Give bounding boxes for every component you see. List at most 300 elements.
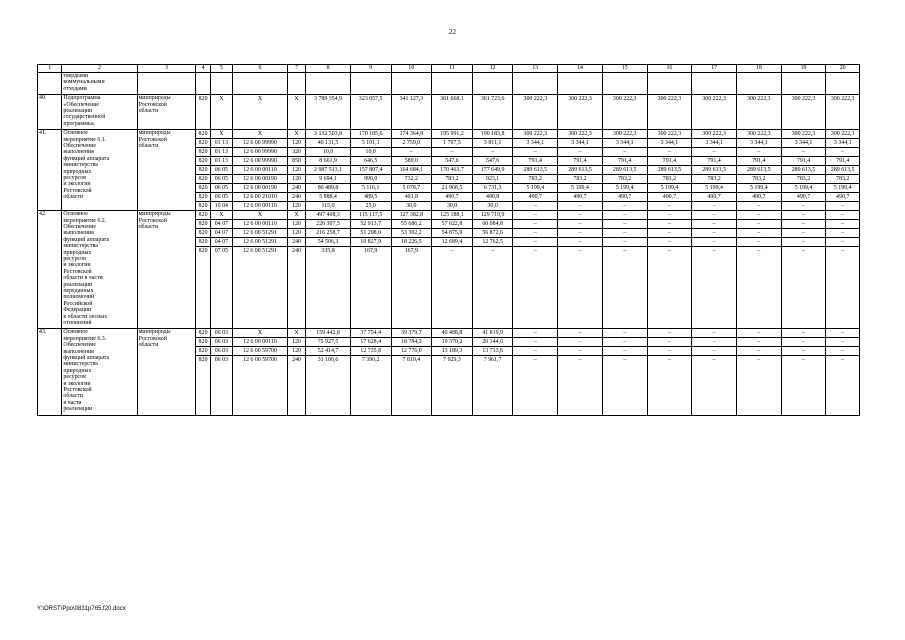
table-cell: –	[558, 147, 602, 156]
table-cell: 300 222,3	[791, 96, 816, 103]
column-5-values	[210, 95, 232, 130]
column-header-10: 10	[391, 65, 432, 73]
table-cell: –	[558, 219, 602, 228]
table-cell: –	[712, 212, 716, 219]
table-cell: –	[603, 337, 647, 346]
program-name: Подпрограмма «Обеспечение реализации государственной программы»	[62, 95, 137, 130]
table-cell: 40 131,5	[306, 138, 350, 147]
program-name: Основное мероприятие 6.2. Обеспечение выполнения функций аппарата министерства природных ресурсов и экологии Ростовской области в части реализации переданных полномочий Российской Федерации в области лесных отношений	[62, 211, 137, 329]
table-cell: 20 144,6	[473, 337, 513, 346]
table-cell: 820	[196, 355, 209, 364]
table-cell: 2 987 513,1	[306, 165, 350, 174]
table-cell: 289 613,5	[826, 165, 859, 174]
table-cell: 10,0	[306, 147, 350, 156]
table-cell: –	[826, 355, 859, 364]
table-cell: –	[558, 355, 602, 364]
program-name: Основное мероприятие 6.1. Обеспечение выполнения функций аппарата министерства природных ресурсов и экологии Ростовской области	[62, 130, 137, 211]
table-cell: 3 344,1	[513, 138, 557, 147]
table-cell: –	[826, 237, 859, 246]
column-11-values	[432, 329, 473, 415]
column-20-values	[826, 211, 860, 329]
table-cell: 3 344,1	[737, 138, 781, 147]
table-cell: 490,7	[603, 192, 647, 201]
table-cell: 06 05	[211, 174, 232, 183]
table-cell: 6 731,3	[473, 183, 513, 192]
table-cell: 30,0	[432, 201, 472, 210]
column-7-values	[287, 130, 305, 211]
column-header-15: 15	[602, 65, 647, 73]
table-cell: –	[603, 246, 647, 255]
table-cell: 52 414,7	[306, 346, 350, 355]
responsible-executor	[137, 73, 196, 95]
table-cell: 12 6 00 99990	[233, 147, 287, 156]
column-header-3: 3	[137, 65, 196, 73]
table-cell: 12 776,0	[392, 346, 432, 355]
table-cell: 240	[288, 192, 305, 201]
column-11-values	[432, 211, 473, 329]
column-19-values	[781, 211, 826, 329]
table-cell: 240	[288, 355, 305, 364]
table-cell: –	[667, 330, 671, 337]
column-header-8: 8	[306, 65, 351, 73]
table-cell: 300 222,3	[523, 96, 548, 103]
table-cell: 120	[288, 337, 305, 346]
table-cell: 497 408,3	[316, 212, 340, 219]
column-14-values	[558, 329, 603, 415]
table-cell: 31 100,6	[306, 355, 350, 364]
table-cell: –	[648, 346, 692, 355]
table-cell: 289 613,5	[648, 165, 692, 174]
table-cell: 490,7	[558, 192, 602, 201]
table-cell: 120	[288, 165, 305, 174]
table-cell: 12 6 00 00110	[233, 201, 287, 210]
table-cell: 5 888,4	[306, 192, 350, 201]
table-cell: 300 222,3	[568, 131, 592, 138]
table-cell: 120	[288, 228, 305, 237]
column-18-values	[736, 211, 781, 329]
table-cell: 5 199,4	[648, 183, 692, 192]
table-cell: –	[513, 237, 557, 246]
table-cell: 52 913,7	[351, 219, 391, 228]
column-10-values	[391, 329, 432, 415]
table-cell: –	[473, 147, 513, 156]
table-cell: 490,7	[432, 192, 472, 201]
column-14-values	[558, 211, 603, 329]
column-13-values	[513, 95, 558, 130]
column-9-values	[350, 329, 391, 415]
table-cell: 51 208,0	[351, 228, 391, 237]
table-cell: 300 222,3	[612, 96, 637, 103]
column-11-values	[432, 95, 473, 130]
table-cell: 361 668,1	[440, 96, 464, 103]
column-8-values	[306, 95, 351, 130]
table-cell: 10,0	[351, 147, 391, 156]
table-cell: 490,7	[648, 192, 692, 201]
table-cell: 783,2	[603, 174, 647, 183]
column-header-7: 7	[287, 65, 305, 73]
table-cell: 120	[288, 201, 305, 210]
table-cell: 923,1	[473, 174, 513, 183]
table-cell: –	[513, 246, 557, 255]
table-body	[38, 65, 860, 416]
column-9-values	[350, 95, 391, 130]
table-cell: X	[294, 212, 299, 219]
table-cell: 820	[198, 212, 208, 219]
table-cell: 195 991,2	[440, 131, 464, 138]
column-6-values	[233, 329, 288, 415]
table-cell: 04 07	[211, 219, 232, 228]
table-cell: X	[257, 131, 263, 138]
table-cell: 120	[288, 219, 305, 228]
column-15-values	[602, 73, 647, 95]
table-cell: –	[841, 212, 845, 219]
table-cell: 783,2	[558, 174, 602, 183]
table-cell: 783,2	[826, 174, 859, 183]
column-11-values	[432, 73, 473, 95]
table-cell: –	[692, 237, 736, 246]
column-8-values	[306, 130, 351, 211]
column-10-values	[391, 73, 432, 95]
table-cell: 170 463,7	[432, 165, 472, 174]
table-cell: –	[648, 201, 692, 210]
column-12-values	[472, 329, 513, 415]
table-cell: –	[782, 237, 826, 246]
column-7-values	[287, 211, 305, 329]
table-cell: 80 489,8	[306, 183, 350, 192]
table-cell: 12 6 00 51291	[233, 228, 287, 237]
table-cell: 323 057,5	[358, 96, 383, 103]
table-cell: –	[533, 212, 537, 219]
table-cell: 341 127,3	[399, 96, 424, 103]
table-cell: –	[558, 246, 602, 255]
table-cell: 820	[198, 96, 208, 103]
table-cell: –	[558, 201, 602, 210]
table-cell: 791,4	[782, 156, 826, 165]
table-cell: –	[623, 330, 627, 337]
table-cell: 125 188,1	[440, 212, 464, 219]
table-cell: 820	[196, 237, 209, 246]
table-cell: 490,7	[782, 192, 826, 201]
table-cell: 10 827,9	[351, 237, 391, 246]
column-7-values	[287, 329, 305, 415]
responsible-executor: минприроды Ростовской области	[137, 329, 196, 415]
table-cell: –	[782, 147, 826, 156]
table-cell: 12 6 00 00110	[233, 337, 287, 346]
table-cell: 289 613,5	[513, 165, 557, 174]
table-cell: 54 506,3	[306, 237, 350, 246]
table-cell: 820	[196, 147, 209, 156]
table-cell: 120	[288, 174, 305, 183]
table-cell: –	[603, 228, 647, 237]
file-path-footer: Y:\ORST\Ppo\0831p765.f20.docx	[37, 606, 126, 612]
column-18-values	[736, 73, 781, 95]
column-header-20: 20	[826, 65, 860, 73]
column-header-13: 13	[513, 65, 558, 73]
table-cell: 3 344,1	[692, 138, 736, 147]
column-17-values	[692, 130, 737, 211]
table-cell: 5 199,4	[692, 183, 736, 192]
table-cell: –	[513, 355, 557, 364]
table-cell: –	[513, 228, 557, 237]
table-cell: 8 661,9	[306, 156, 350, 165]
column-16-values	[647, 95, 692, 130]
table-cell: 820	[196, 219, 209, 228]
table-cell: –	[737, 228, 781, 237]
column-16-values	[647, 130, 692, 211]
column-9-values	[350, 73, 391, 95]
column-14-values	[558, 95, 603, 130]
table-cell: –	[782, 355, 826, 364]
table-row	[38, 130, 860, 211]
column-5-values	[210, 73, 232, 95]
column-5-values	[210, 211, 232, 329]
table-cell: 820	[198, 330, 208, 337]
table-cell: 37 754,4	[360, 330, 382, 337]
table-cell: –	[692, 355, 736, 364]
table-cell: 490,8	[473, 192, 513, 201]
column-19-values	[781, 329, 826, 415]
column-19-values	[781, 73, 826, 95]
table-cell: –	[692, 246, 736, 255]
table-cell: 791,4	[826, 156, 859, 165]
table-cell: 226 307,5	[306, 219, 350, 228]
table-cell: 547,6	[432, 156, 472, 165]
table-cell: 300 222,3	[747, 131, 771, 138]
column-header-16: 16	[647, 65, 692, 73]
column-15-values	[602, 95, 647, 130]
column-header-2: 2	[62, 65, 137, 73]
column-header-4: 4	[196, 65, 210, 73]
table-cell: 115 117,5	[359, 212, 383, 219]
table-cell: 489,5	[351, 192, 391, 201]
column-14-values	[558, 73, 603, 95]
table-cell: –	[782, 201, 826, 210]
table-cell: 9 694,1	[306, 174, 350, 183]
table-cell: 167,9	[351, 246, 391, 255]
table-cell: –	[737, 147, 781, 156]
table-cell: 01 13	[211, 147, 232, 156]
column-17-values	[692, 95, 737, 130]
table-cell: 783,2	[513, 174, 557, 183]
table-cell: 115,0	[306, 201, 350, 210]
table-cell: 12 6 00 00190	[233, 174, 287, 183]
table-cell: 783,2	[692, 174, 736, 183]
table-cell: 5 199,4	[603, 183, 647, 192]
table-cell: 300 222,3	[702, 96, 726, 103]
table-cell: 127 382,8	[399, 212, 424, 219]
table-cell: 490,7	[513, 192, 557, 201]
table-cell: –	[782, 346, 826, 355]
table-cell: 300 222,3	[830, 131, 855, 138]
table-cell: 289 613,5	[692, 165, 736, 174]
table-cell: 490,7	[737, 192, 781, 201]
column-17-values	[692, 73, 737, 95]
table-cell: –	[392, 147, 432, 156]
table-cell: 7 929,3	[432, 355, 472, 364]
column-10-values	[391, 95, 432, 130]
table-cell: X	[219, 131, 224, 138]
table-cell: 791,4	[603, 156, 647, 165]
table-cell: 300 222,3	[568, 96, 592, 103]
table-cell: –	[648, 237, 692, 246]
table-cell: 490,7	[692, 192, 736, 201]
table-cell: 820	[196, 183, 209, 192]
table-cell: 783,2	[782, 174, 826, 183]
table-cell: 5 101,1	[351, 138, 391, 147]
table-cell: 7 961,7	[473, 355, 513, 364]
table-cell: 174 364,8	[399, 131, 424, 138]
table-cell: 300 222,3	[747, 96, 771, 103]
column-12-values	[472, 211, 513, 329]
column-9-values	[350, 211, 391, 329]
column-18-values	[736, 95, 781, 130]
table-cell: –	[692, 201, 736, 210]
table-cell: 791,4	[692, 156, 736, 165]
table-cell: –	[802, 330, 805, 337]
program-name: твердыми коммунальными отходами	[62, 73, 137, 95]
table-cell: –	[692, 219, 736, 228]
column-12-values	[472, 130, 513, 211]
table-cell: 491,8	[392, 192, 432, 201]
table-cell: –	[826, 228, 859, 237]
table-cell: 3 344,1	[782, 138, 826, 147]
table-cell: 07 05	[211, 246, 232, 255]
table-cell: 783,2	[432, 174, 472, 183]
table-cell: 300 222,3	[657, 131, 682, 138]
table-cell: 820	[196, 337, 209, 346]
table-cell: 21 968,5	[432, 183, 472, 192]
table-cell: 12 6 00 00110	[233, 165, 287, 174]
table-cell: –	[603, 346, 647, 355]
column-6-values	[233, 130, 288, 211]
responsible-executor: минприроды Ростовской области	[137, 211, 196, 329]
table-cell: 300 222,3	[612, 131, 637, 138]
table-cell: –	[578, 330, 582, 337]
table-cell: 320	[288, 147, 305, 156]
table-cell: 5 199,4	[737, 183, 781, 192]
table-cell: 820	[196, 156, 209, 165]
table-cell: –	[513, 201, 557, 210]
table-cell: –	[558, 237, 602, 246]
column-5-values	[210, 329, 232, 415]
table-cell: 820	[196, 192, 209, 201]
column-20-values	[826, 329, 860, 415]
table-cell: 57 622,8	[432, 219, 472, 228]
table-cell: 12 762,5	[473, 237, 513, 246]
column-header-11: 11	[432, 65, 473, 73]
table-cell: 791,4	[558, 156, 602, 165]
table-cell: 820	[196, 138, 209, 147]
table-cell: 216 258,7	[306, 228, 350, 237]
row-number: 43.	[38, 329, 62, 415]
table-cell: 13 189,3	[432, 346, 472, 355]
table-cell: 12 6 00 99990	[233, 156, 287, 165]
table-cell: –	[782, 228, 826, 237]
table-cell: 361 723,6	[480, 96, 505, 103]
table-cell: 300 222,3	[791, 131, 816, 138]
table-cell: –	[603, 147, 647, 156]
column-8-values	[306, 73, 351, 95]
column-header-14: 14	[558, 65, 603, 73]
table-cell: 300 222,3	[523, 131, 548, 138]
table-cell: 5 199,4	[782, 183, 826, 192]
table-cell: –	[667, 212, 671, 219]
table-cell: 13 713,6	[473, 346, 513, 355]
column-header-6: 6	[233, 65, 288, 73]
table-cell: 12 6 00 99990	[233, 138, 287, 147]
table-cell: –	[603, 237, 647, 246]
column-4-values	[196, 130, 210, 211]
table-cell: –	[737, 355, 781, 364]
table-cell: –	[558, 228, 602, 237]
column-16-values	[647, 329, 692, 415]
column-13-values	[513, 329, 558, 415]
table-cell: –	[648, 219, 692, 228]
column-17-values	[692, 211, 737, 329]
column-18-values	[736, 130, 781, 211]
table-cell: 40 488,8	[441, 330, 463, 337]
column-header-18: 18	[736, 65, 781, 73]
table-cell: 240	[288, 246, 305, 255]
column-4-values	[196, 329, 210, 415]
column-18-values	[736, 329, 781, 415]
table-cell: –	[692, 228, 736, 237]
table-cell: 300 222,3	[830, 96, 855, 103]
table-cell: –	[757, 330, 761, 337]
column-8-values	[306, 329, 351, 415]
table-cell: 177 649,9	[473, 165, 513, 174]
column-20-values	[826, 130, 860, 211]
column-16-values	[647, 73, 692, 95]
table-cell: 04 07	[211, 228, 232, 237]
table-cell: 06 03	[211, 337, 232, 346]
table-cell: 820	[196, 174, 209, 183]
table-cell: 289 613,5	[782, 165, 826, 174]
table-cell: 18 226,5	[392, 237, 432, 246]
column-15-values	[602, 211, 647, 329]
table-cell: –	[737, 201, 781, 210]
table-cell: –	[648, 337, 692, 346]
table-cell: 3 344,1	[826, 138, 859, 147]
table-row	[38, 329, 860, 415]
table-cell: –	[737, 219, 781, 228]
column-8-values	[306, 211, 351, 329]
table-cell: 240	[288, 237, 305, 246]
table-cell: 791,4	[737, 156, 781, 165]
table-cell: 990,0	[351, 174, 391, 183]
table-cell: 5 199,4	[513, 183, 557, 192]
table-cell: X	[257, 212, 263, 219]
table-cell: 791,4	[648, 156, 692, 165]
table-cell: X	[257, 96, 263, 103]
table-cell: –	[648, 355, 692, 364]
column-header-1: 1	[38, 65, 62, 73]
table-cell: 589,0	[392, 156, 432, 165]
table-cell: 820	[196, 165, 209, 174]
table-cell: –	[826, 346, 859, 355]
table-cell: –	[826, 201, 859, 210]
table-cell: 164 684,1	[392, 165, 432, 174]
column-15-values	[602, 329, 647, 415]
table-cell: –	[826, 219, 859, 228]
table-cell: 300 222,3	[702, 131, 726, 138]
table-cell: 289 613,5	[603, 165, 647, 174]
table-cell: –	[692, 346, 736, 355]
table-cell: –	[603, 219, 647, 228]
table-cell: –	[578, 212, 582, 219]
table-cell: 30,0	[392, 201, 432, 210]
table-cell: –	[737, 337, 781, 346]
